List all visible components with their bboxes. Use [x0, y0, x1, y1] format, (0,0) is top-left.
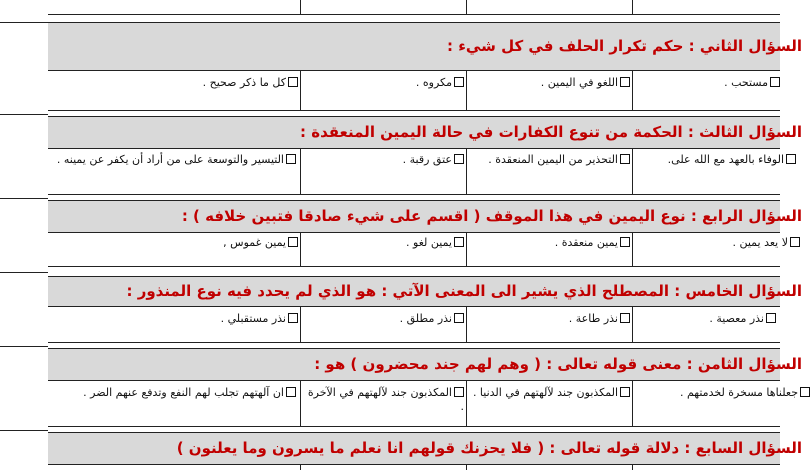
question-3-option-4[interactable]: التيسير والتوسعة على من أراد أن يكفر عن يمينه . — [52, 153, 296, 167]
question-5-option-4[interactable]: نذر مستقبلي . — [50, 312, 298, 326]
question-8-option-1[interactable]: جعلناها مسخرة لخدمتهم . — [634, 386, 810, 400]
checkbox-icon[interactable] — [288, 313, 298, 323]
question-8-option-3[interactable]: المكذبون جند لآلهتهم في الآخرة . — [307, 386, 464, 413]
checkbox-icon[interactable] — [454, 237, 464, 247]
checkbox-icon[interactable] — [800, 387, 810, 397]
checkbox-icon[interactable] — [288, 77, 298, 87]
question-3-option-2[interactable]: التحذير من اليمين المنعقدة . — [472, 153, 630, 167]
question-8-option-2[interactable]: المكذبون جند لآلهتهم في الدنيا . — [470, 386, 630, 400]
checkbox-icon[interactable] — [454, 387, 464, 397]
question-5-header — [48, 276, 802, 306]
checkbox-icon[interactable] — [454, 77, 464, 87]
question-4-title: السؤال الرابع : نوع اليمين في هذا الموقف ( اقسم على شيء صادقا فتبين خلافه ) : — [181, 207, 802, 225]
question-4-header — [48, 200, 802, 232]
checkbox-icon[interactable] — [288, 237, 298, 247]
question-8-title: السؤال الثامن : معنى قوله تعالى : ( وهم لهم جند محضرون ) هو : — [314, 355, 802, 373]
question-4-option-2[interactable]: يمين منعقدة . — [468, 236, 630, 250]
question-7-header — [48, 432, 802, 464]
question-2-option-4[interactable]: كل ما ذكر صحيح . — [50, 76, 298, 90]
checkbox-icon[interactable] — [286, 387, 296, 397]
checkbox-icon[interactable] — [620, 154, 630, 164]
question-8-option-4[interactable]: ان آلهتهم تجلب لهم النفع وتدفع عنهم الضر . — [52, 386, 296, 400]
question-3-header — [48, 116, 802, 148]
question-2-header — [48, 22, 802, 70]
question-2-option-3[interactable]: مكروه . — [300, 76, 464, 90]
question-4-option-4[interactable]: يمين غموس , — [50, 236, 298, 250]
checkbox-icon[interactable] — [286, 154, 296, 164]
checkbox-icon[interactable] — [620, 77, 630, 87]
checkbox-icon[interactable] — [786, 154, 796, 164]
question-2-title: السؤال الثاني : حكم تكرار الحلف في كل شيء : — [447, 37, 802, 55]
question-5-option-1[interactable]: نذر معصية . — [634, 312, 776, 326]
checkbox-icon[interactable] — [790, 237, 800, 247]
question-3-title: السؤال الثالث : الحكمة من تنوع الكفارات في حالة اليمين المنعقدة : — [300, 123, 802, 141]
question-2-option-1[interactable]: مستحب . — [636, 76, 780, 90]
question-3-option-1[interactable]: الوفاء بالعهد مع الله على. — [634, 153, 796, 167]
checkbox-icon[interactable] — [766, 313, 776, 323]
checkbox-icon[interactable] — [620, 387, 630, 397]
checkbox-icon[interactable] — [454, 313, 464, 323]
question-5-option-2[interactable]: نذر طاعة . — [468, 312, 630, 326]
checkbox-icon[interactable] — [454, 154, 464, 164]
question-7-title: السؤال السابع : دلالة قوله تعالى : ( فلا يحزنك قولهم انا نعلم ما يسرون وما يعلنون ) — [176, 439, 802, 457]
question-3-option-3[interactable]: عتق رقبة . — [300, 153, 464, 167]
checkbox-icon[interactable] — [770, 77, 780, 87]
checkbox-icon[interactable] — [620, 313, 630, 323]
question-8-header — [48, 348, 802, 380]
checkbox-icon[interactable] — [620, 237, 630, 247]
question-4-option-1[interactable]: لا يعد يمين . — [634, 236, 800, 250]
question-5-title: السؤال الخامس : المصطلح الذي يشير الى المعنى الآتي : هو الذي لم يحدد فيه نوع المنذور : — [126, 282, 802, 300]
question-5-option-3[interactable]: نذر مطلق . — [300, 312, 464, 326]
question-4-option-3[interactable]: يمين لغو . — [300, 236, 464, 250]
question-2-option-2[interactable]: اللغو في اليمين . — [466, 76, 630, 90]
